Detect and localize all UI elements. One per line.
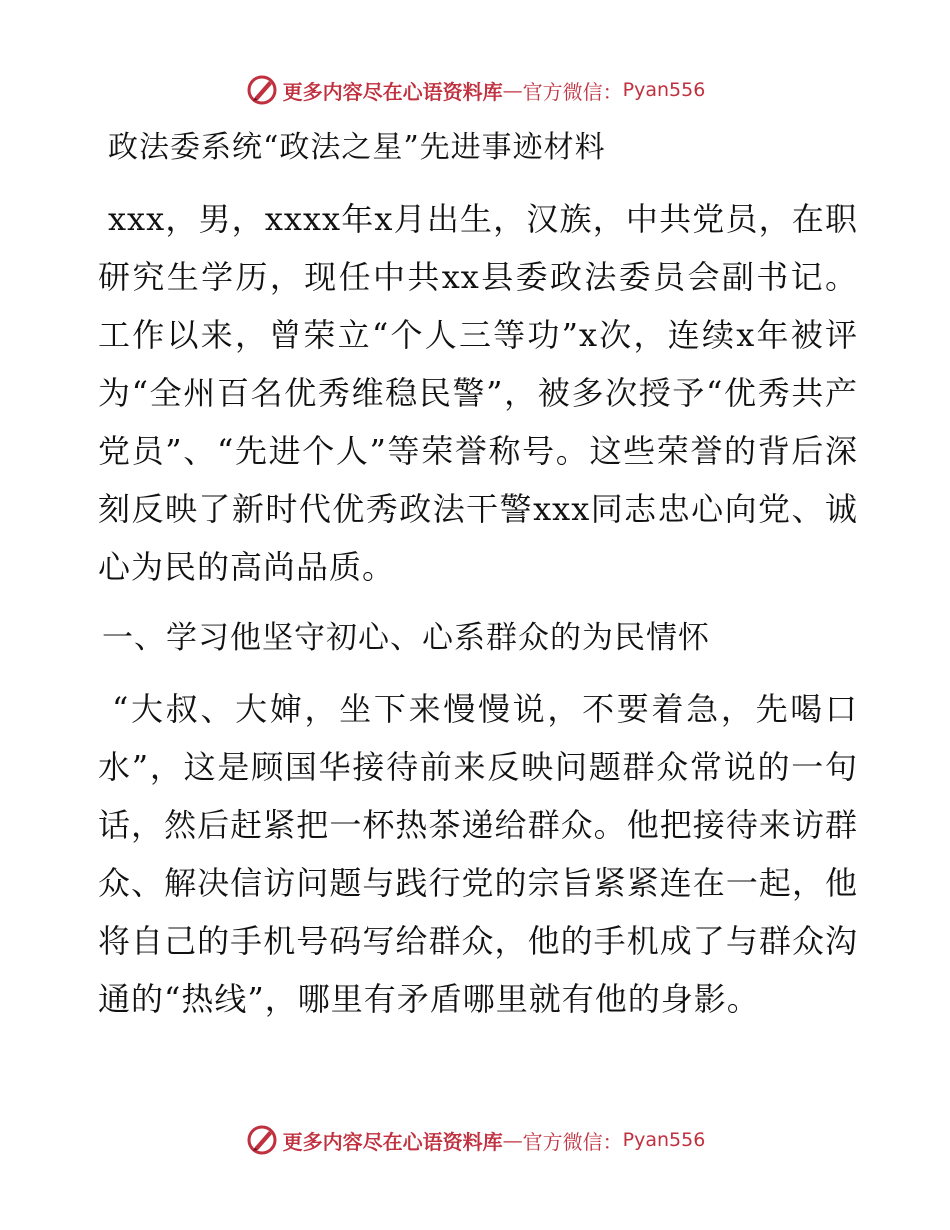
watermark-text: 更多内容尽在心语资料库 — [282, 79, 503, 104]
intro-paragraph: xxx，男，xxxx年x月出生，汉族，中共党员，在职研究生学历，现任中共xx县委政法委员会副书记。工作以来，曾荣立“个人三等功”x次，连续x年被评为“全州百名优秀维稳民警”，被多次授予“优秀共产党员”、“先进个人”等荣誉称号。这些荣誉的背后深刻反映了新时代优秀政法干警xxx同志忠心向党、诚心为民的高尚品质。 — [98, 200, 858, 586]
watermark-wechat-id: Pyan556 — [622, 79, 706, 101]
watermark-wechat-label: 官方微信： — [522, 79, 623, 104]
section-paragraph: “大叔、大婶，坐下来慢慢说，不要着急，先喝口水”，这是顾国华接待前来反映问题群众常说的一句话，然后赶紧把一杯热茶递给群众。他把接待来访群众、解决信访问题与践行党的宗旨紧紧连在一起，他将自己的手机号码写给群众，他的手机成了与群众沟通的“热线”，哪里有矛盾哪里就有他的身影。 — [98, 690, 858, 1018]
section-heading: 一、学习他坚守初心、心系群众的为民情怀 — [102, 620, 710, 656]
watermark-text: 更多内容尽在心语资料库 — [282, 1129, 503, 1154]
pen-circle-logo-icon — [245, 73, 279, 107]
watermark-wechat-id: Pyan556 — [622, 1129, 706, 1151]
watermark-banner-bottom — [0, 1120, 950, 1160]
document-body — [98, 124, 858, 1028]
document-title: 政法委系统“政法之星”先进事迹材料 — [108, 130, 606, 165]
watermark-dash: — — [502, 78, 523, 102]
watermark-dash: — — [502, 1128, 523, 1152]
watermark-wechat-label: 官方微信： — [522, 1129, 623, 1154]
pen-circle-logo-icon — [245, 1123, 279, 1157]
watermark-banner-top — [0, 70, 950, 110]
